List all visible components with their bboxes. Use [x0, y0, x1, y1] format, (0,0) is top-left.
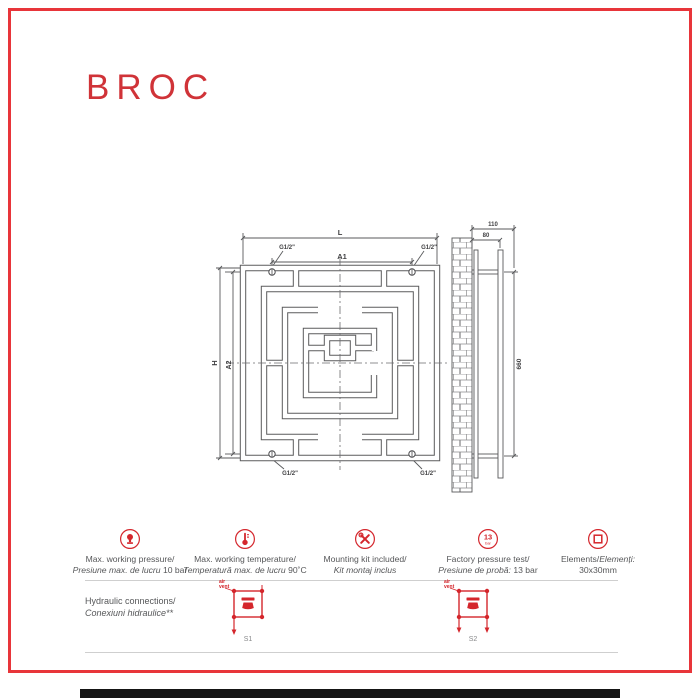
spec-label-ro: Kit montaj inclus — [333, 565, 397, 575]
divider-top — [85, 580, 618, 581]
dim-label-H: H — [210, 360, 219, 366]
thermometer-icon — [233, 527, 257, 551]
radiator-side-front — [498, 250, 503, 478]
brick-wall-pattern — [452, 238, 472, 492]
divider-bottom — [85, 652, 618, 653]
radiator-side-back — [474, 250, 478, 478]
pressure-gauge-icon — [118, 527, 142, 551]
spec-label-ro: Elemenți: — [599, 554, 636, 564]
connection-label-bottom-left: G1/2" — [282, 471, 298, 477]
pressure-test-icon-unit: bar — [485, 540, 491, 546]
spec-max-working-pressure — [64, 527, 196, 576]
spec-max-working-temperature — [179, 527, 311, 576]
footer-bar — [80, 689, 620, 698]
spec-label-en: Max. working temperature/ — [194, 554, 296, 564]
scheme-label-s1: S1 — [243, 636, 253, 643]
scheme-label-s2: S2 — [468, 636, 478, 643]
dim-label-110: 110 — [488, 222, 498, 228]
spec-label-en: Factory pressure test/ — [446, 554, 530, 564]
spec-label-en: Max. working pressure/ — [85, 554, 175, 564]
pressure-test-icon — [476, 527, 500, 551]
spec-value: 13 bar — [513, 565, 538, 575]
radiator-technical-drawing — [200, 218, 530, 503]
dim-label-80: 80 — [482, 233, 490, 239]
spec-label-ro: Temperatură max. de lucru — [183, 565, 286, 575]
elements-icon — [586, 527, 610, 551]
hydraulic-label-en: Hydraulic connections/ — [85, 596, 176, 606]
spec-mounting-kit — [299, 527, 431, 576]
spec-label-ro: Presiune max. de lucru — [72, 565, 161, 575]
page-title: BROC — [86, 68, 216, 107]
dim-label-A1: A1 — [337, 252, 347, 261]
dim-label-A2: A2 — [226, 360, 233, 370]
air-vent-label-s1: air vent — [219, 579, 230, 590]
spec-label-en: Mounting kit included/ — [323, 554, 407, 564]
spec-value: 90˚C — [288, 565, 307, 575]
spec-value: 10 bar — [162, 565, 188, 575]
air-vent-label-s2: air vent — [444, 579, 455, 590]
connection-label-top-left: G1/2" — [279, 245, 295, 251]
dim-label-660: 660 — [516, 358, 523, 370]
dim-label-L: L — [337, 228, 343, 237]
connection-label-top-right: G1/2" — [421, 245, 437, 251]
side-view — [452, 225, 518, 492]
connection-label-bottom-right: G1/2" — [420, 471, 436, 477]
mounting-kit-icon — [353, 527, 377, 551]
pressure-test-icon-number: 13 — [483, 532, 493, 542]
spec-elements — [532, 527, 664, 576]
hydraulic-label-ro: Conexiuni hidraulice** — [85, 608, 174, 618]
spec-label-en: Elements/ — [560, 554, 600, 564]
hydraulic-connections-label — [85, 595, 176, 619]
spec-label-ro: Presiune de probă: — [438, 565, 511, 575]
spec-value: 30x30mm — [579, 565, 617, 575]
